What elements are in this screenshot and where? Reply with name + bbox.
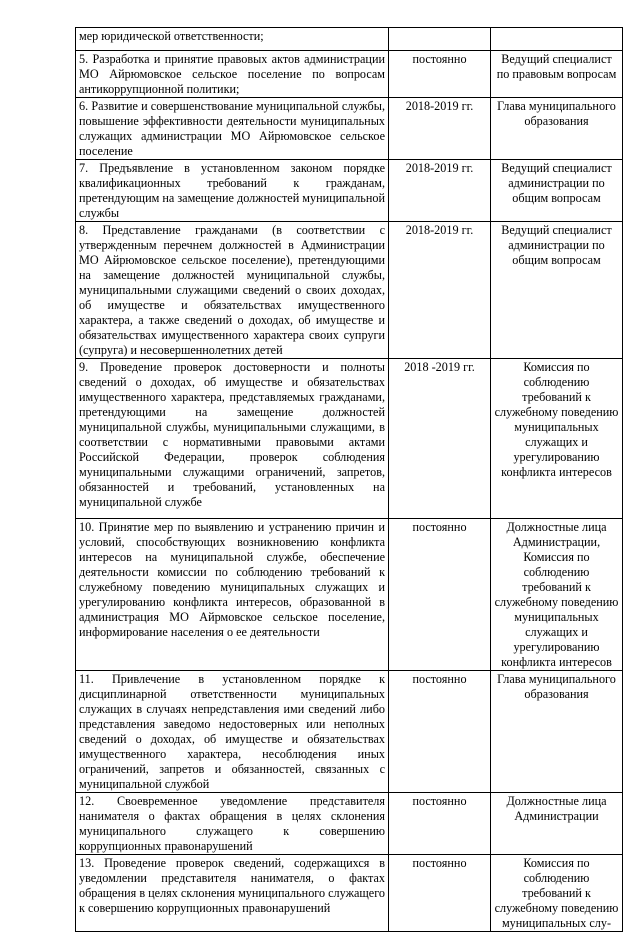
- measure-responsible: Должностные лица Администрации: [491, 793, 623, 855]
- measure-responsible: Ведущий специалист администрации по общим вопросам: [491, 222, 623, 359]
- measure-term: 2018-2019 гг.: [389, 98, 491, 160]
- measure-term: постоянно: [389, 519, 491, 671]
- table-row: [76, 359, 623, 519]
- measure-responsible: Комиссия по соблюдению требований к служебному поведению муниципальных слу-: [491, 855, 623, 932]
- measure-responsible: Глава муниципального образования: [491, 98, 623, 160]
- measure-term: [389, 28, 491, 51]
- measure-text: 13. Проведение проверок сведений, содержащихся в уведомлении представителя нанимателя, о фактах обращения в целях склонения муниципального служащего к совершению коррупционных правонарушений: [76, 855, 389, 932]
- measure-term: 2018-2019 гг.: [389, 222, 491, 359]
- measures-table: [75, 27, 623, 932]
- measure-text: 10. Принятие мер по выявлению и устранению причин и условий, способствующих возникновению конфликта интересов на муниципальной службе, обеспечение деятельности комиссии по соблюдению требований к служебному поведению муниципальных служащих и урегулированию конфликта интересов, образованной в администрация МО Айрмовское сельское поселение, информирование населения о ее деятельности: [76, 519, 389, 671]
- table-row: [76, 28, 623, 51]
- table-row: [76, 793, 623, 855]
- measure-responsible: Комиссия по соблюдению требований к служебному поведению муниципальных служащих и урегулированию конфликта интересов: [491, 359, 623, 519]
- measure-responsible: [491, 28, 623, 51]
- measure-text: 5. Разработка и принятие правовых актов администрации МО Айрюмовское сельское поселение по вопросам антикоррупционной политики;: [76, 51, 389, 98]
- measure-responsible: Ведущий специалист по правовым вопросам: [491, 51, 623, 98]
- measure-text: 12. Своевременное уведомление представителя нанимателя о фактах обращения в целях склонения муниципального служащего к совершению коррупционных правонарушений: [76, 793, 389, 855]
- measure-text: 8. Представление гражданами (в соответствии с утвержденным перечнем должностей в Администрации МО Айрюмовское сельское поселение), претендующими на замещение должностей муниципальной службы, муниципальными служащими сведений о своих доходах, об имуществе и обязательствах имущественного характера, а также сведений о доходах, об имуществе и обязательствах имущественного характера своих супруги (супруга) и несовершеннолетних детей: [76, 222, 389, 359]
- table-row: [76, 160, 623, 222]
- table-row: [76, 98, 623, 160]
- measure-term: 2018-2019 гг.: [389, 160, 491, 222]
- measure-term: постоянно: [389, 671, 491, 793]
- measure-term: постоянно: [389, 51, 491, 98]
- measure-text: мер юридической ответственности;: [76, 28, 389, 51]
- measure-term: постоянно: [389, 793, 491, 855]
- table-row: [76, 671, 623, 793]
- table-row: [76, 519, 623, 671]
- table-row: [76, 51, 623, 98]
- measure-text: 7. Предъявление в установленном законом порядке квалификационных требований к гражданам, претендующим на замещение должностей муниципальной службы: [76, 160, 389, 222]
- measure-responsible: Глава муниципального образования: [491, 671, 623, 793]
- measure-term: постоянно: [389, 855, 491, 932]
- measure-responsible: Ведущий специалист администрации по общим вопросам: [491, 160, 623, 222]
- table-body: [76, 28, 623, 932]
- measure-text: 11. Привлечение в установленном порядке к дисциплинарной ответственности муниципальных служащих в случаях непредставления ими сведений либо представления заведомо недостоверных или неполных сведений о доходах, об имуществе и обязательствах имущественного характера, несоблюдения иных ограничений, запретов и обязанностей, связанных с муниципальной службой: [76, 671, 389, 793]
- table-row: [76, 855, 623, 932]
- measure-text: 6. Развитие и совершенствование муниципальной службы, повышение эффективности деятельности муниципальных служащих администрации МО Айрюмовское сельское поселение: [76, 98, 389, 160]
- measure-responsible: Должностные лица Администрации, Комиссия по соблюдению требований к служебному поведению муниципальных служащих и урегулированию конфликта интересов: [491, 519, 623, 671]
- measure-term: 2018 -2019 гг.: [389, 359, 491, 519]
- measure-text: 9. Проведение проверок достоверности и полноты сведений о доходах, об имуществе и обязательствах имущественного характера, представляемых гражданами, претендующими на замещение должностей муниципальной службы, муниципальными служащими, в соответствии с нормативными правовыми актами Российской Федерации, проверок соблюдения муниципальными служащими ограничений, запретов, обязанностей и требований, установленных на муниципальной службе: [76, 359, 389, 519]
- table-row: [76, 222, 623, 359]
